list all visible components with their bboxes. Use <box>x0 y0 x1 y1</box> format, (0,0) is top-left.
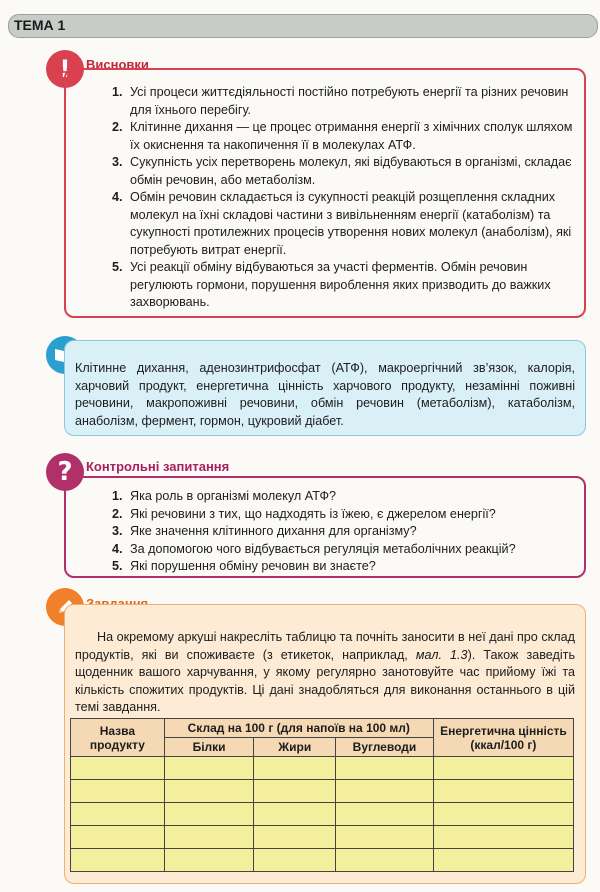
question-item-number: 3. <box>112 524 123 538</box>
topic-title: ТЕМА 1 <box>14 17 66 33</box>
table-row <box>71 826 574 849</box>
table-cell <box>254 780 336 803</box>
questions-title: Контрольні запитання <box>86 459 230 474</box>
header-bar <box>8 14 598 38</box>
conclusion-item <box>112 154 578 189</box>
table-cell <box>254 803 336 826</box>
conclusion-item <box>112 119 578 154</box>
question-item <box>112 541 578 559</box>
table-row <box>71 803 574 826</box>
task-text <box>75 629 575 717</box>
conclusion-item-number: 4. <box>112 190 123 204</box>
table-cell <box>254 826 336 849</box>
col-composition: Склад на 100 г (для напоїв на 100 мл) <box>164 719 433 738</box>
table-cell <box>71 757 165 780</box>
table-cell <box>336 780 434 803</box>
table-cell <box>71 780 165 803</box>
terms-text: Клітинне дихання, аденозинтрифосфат (АТФ), макроергічний зв’язок, калорія, харчовий продукт, енергетична цінність харчового продукту, незамінні поживні речовини, макропоживні речовини, обмін речовин (метаболізм), катаболізм, анаболізм, фермент, гормон, цукровий діабет. <box>75 361 575 428</box>
table-cell <box>433 780 573 803</box>
conclusion-item-text: Обмін речовин складається із сукупності реакцій розщеплення складних молекул на їхні складові частини з вивільненням енергії (катаболізм) та сукупності протилежних процесів утворення нових молекул (анаболізм), які потребують витрат енергії. <box>130 190 572 257</box>
question-item-number: 5. <box>112 559 123 573</box>
table-cell <box>164 757 254 780</box>
table-cell <box>164 849 254 872</box>
conclusion-item-text: Усі процеси життєдіяльності постійно потребують енергії та різних речовин для їхнього перебігу. <box>130 85 569 117</box>
col-product: Назва продукту <box>71 719 165 757</box>
col-energy: Енергетична цінність (ккал/100 г) <box>433 719 573 757</box>
task-text-after: ). Також заведіть щоденник вашого харчування, у якому регулярно занотовуйте час прийому їжі та кількість спожитих продуктів. Ці дані знадобляться для виконання останнього в цій темі завдання. <box>75 647 576 714</box>
table-row <box>71 757 574 780</box>
table-row <box>71 849 574 872</box>
table-cell <box>433 826 573 849</box>
col-carbs: Вуглеводи <box>336 738 434 757</box>
task-figure-ref: мал. 1.3 <box>415 647 468 662</box>
table-body <box>71 757 574 872</box>
conclusion-item <box>112 84 578 119</box>
conclusion-item-number: 2. <box>112 120 123 134</box>
col-proteins: Білки <box>164 738 254 757</box>
conclusions-list <box>112 84 578 312</box>
nutrition-table <box>70 718 574 872</box>
question-item <box>112 488 578 506</box>
table-cell <box>164 780 254 803</box>
question-item-text: Які речовини з тих, що надходять із їжею, є джерелом енергії? <box>130 506 496 521</box>
conclusion-item <box>112 259 578 312</box>
table-cell <box>254 757 336 780</box>
conclusion-item-text: Усі реакції обміну відбуваються за участі ферментів. Обмін речовин регулюють гормони, порушення вироблення яких призводить до важких захворювань. <box>130 260 551 309</box>
questions-box <box>64 476 586 578</box>
question-item <box>112 523 578 541</box>
table-cell <box>433 757 573 780</box>
question-item-text: Які порушення обміну речовин ви знаєте? <box>130 559 376 573</box>
conclusion-item-number: 3. <box>112 155 123 169</box>
table-cell <box>336 757 434 780</box>
conclusions-title: Висновки <box>86 57 149 72</box>
topic-header <box>0 10 600 40</box>
question-item-number: 4. <box>112 541 123 556</box>
question-item-text: Яка роль в організмі молекул АТФ? <box>130 489 337 503</box>
conclusions-box <box>64 68 586 318</box>
conclusion-item-number: 5. <box>112 260 123 274</box>
question-item-number: 1. <box>112 489 123 503</box>
question-item <box>112 506 578 524</box>
col-fats: Жири <box>254 738 336 757</box>
terms-box <box>64 340 586 436</box>
table-cell <box>71 849 165 872</box>
table-cell <box>71 803 165 826</box>
table-row <box>71 780 574 803</box>
question-item-number: 2. <box>112 506 123 521</box>
table-cell <box>433 803 573 826</box>
table-cell <box>164 826 254 849</box>
table-cell <box>336 826 434 849</box>
conclusion-item <box>112 189 578 259</box>
conclusion-item-number: 1. <box>112 85 123 99</box>
conclusion-item-text: Клітинне дихання — це процес отримання енергії з хімічних сполук шляхом їх окиснення та накопичення її в молекулах АТФ. <box>130 120 573 152</box>
table-cell <box>71 826 165 849</box>
question-icon: ? <box>46 453 84 491</box>
table-cell <box>336 803 434 826</box>
table-cell <box>164 803 254 826</box>
question-item <box>112 558 578 576</box>
question-item-text: Яке значення клітинного дихання для організму? <box>130 524 417 538</box>
table-cell <box>336 849 434 872</box>
conclusion-item-text: Сукупність усіх перетворень молекул, які відбуваються в організмі, складає обмін речовин, або метаболізм. <box>130 155 572 187</box>
task-text-before: На окремому аркуші накресліть таблицю та почніть заносити в неї дані про склад продуктів, які ви споживаєте (з етикеток, наприклад, <box>75 630 575 662</box>
exclamation-icon: ! <box>46 50 84 88</box>
table-cell <box>254 849 336 872</box>
questions-list <box>112 488 578 576</box>
question-item-text: За допомогою чого відбувається регуляція метаболічних реакцій? <box>130 541 516 556</box>
table-cell <box>433 849 573 872</box>
